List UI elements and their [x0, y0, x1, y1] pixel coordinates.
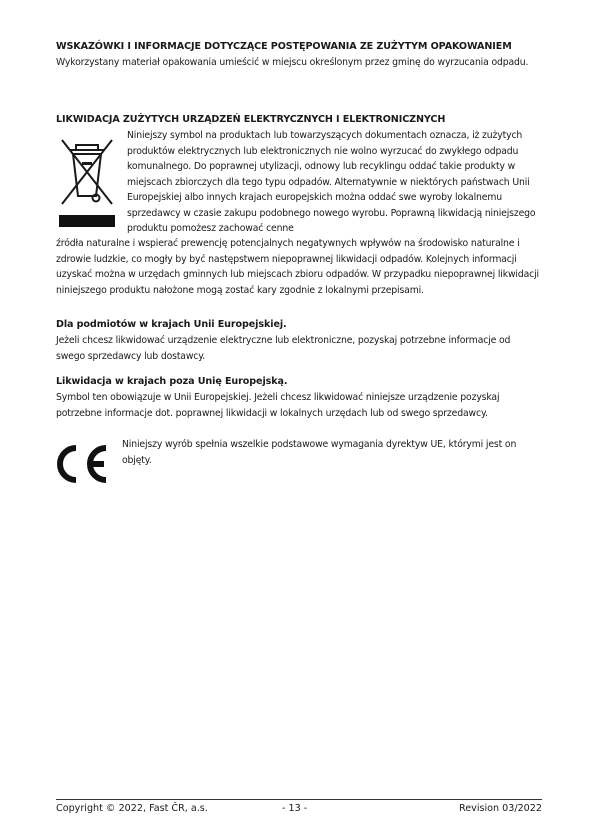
non-eu-text: Symbol ten obowiązuje w Unii Europejskiej. Jeżeli chcesz likwidować niniejsze urządzenie pozyskaj potrzebne informacje dot. poprawnej likwidacji w lokalnych urzędach lub od swego sprzedawcy.	[56, 392, 500, 419]
packaging-text: Wykorzystany materiał opakowania umieścić w miejscu określonym przez gminę do wyrzucania odpadu.	[56, 57, 529, 68]
footer-page-number: - 13 -	[282, 803, 308, 814]
ce-mark-icon	[56, 444, 112, 484]
footer-copyright: Copyright © 2022, Fast ČR, a.s.	[56, 803, 208, 814]
ce-text: Niniejszy wyrób spełnia wszelkie podstawowe wymagania dyrektyw UE, którymi jest on objęty.	[122, 439, 517, 466]
packaging-heading: WSKAZÓWKI I INFORMACJE DOTYCZĄCE POSTĘPOWANIA ZE ZUŻYTYM OPAKOWANIEM	[56, 41, 512, 52]
eu-text: Jeżeli chcesz likwidować urządzenie elektryczne lub elektroniczne, pozyskaj potrzebne informacje od swego sprzedawcy lub dostawcy.	[56, 335, 511, 362]
non-eu-heading: Likwidacja w krajach poza Unię Europejską.	[56, 376, 288, 387]
weee-text-continued: źródła naturalne i wspierać prewencję potencjalnych negatywnych wpływów na środowisko naturalne i zdrowie ludzkie, co mogły by być następstwem niepoprawnej likwidacji odpadów. Kolejnych informacji uzyskać można w urzędach gminnych lub miejscach zbioru odpadów. W przypadku niepoprawnej likwidacji niniejszego produktu nałożone mogą zostać kary zgodnie z lokalnymi przepisami.	[56, 238, 539, 296]
weee-heading: LIKWIDACJA ZUŻYTYCH URZĄDZEŃ ELEKTRYCZNYCH I ELEKTRONICZNYCH	[56, 114, 446, 125]
eu-heading: Dla podmiotów w krajach Unii Europejskiej.	[56, 319, 287, 330]
footer-revision: Revision 03/2022	[459, 803, 542, 814]
weee-text: Niniejszy symbol na produktach lub towarzyszących dokumentach oznacza, iż zużytych produktów elektrycznych lub elektronicznych nie wolno wyrzucać do zwykłego odpadu komunalnego. Do poprawnej utylizacji, odnowy lub recyklingu oddać takie produkty w miejscach zbiorczych dla tego typu odpadów. Alternatywnie w niektórych państwach Unii Europejskiej albo innych krajach europejskich można oddać swe wyroby lokalnemu sprzedawcy w czasie zakupu podobnego nowego wyrobu. Poprawną likwidacją niniejszego produktu pomożesz zachować cenne	[127, 130, 536, 234]
crossed-out-wheelie-bin-icon	[56, 134, 118, 228]
footer-divider	[56, 799, 542, 800]
